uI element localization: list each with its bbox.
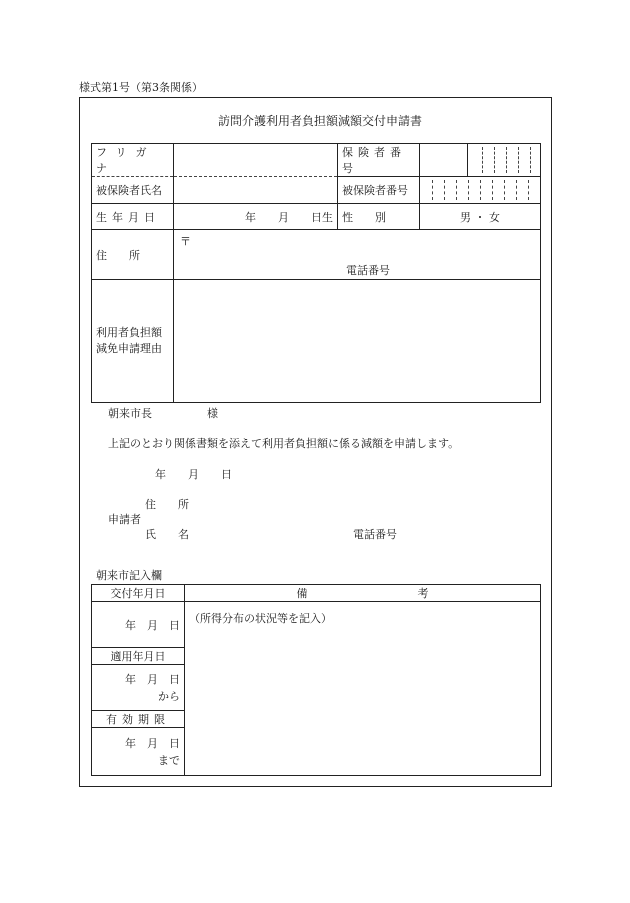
sex-value[interactable]: 男 ・ 女: [420, 204, 541, 230]
insurer-number-label: 保険者番号: [338, 144, 420, 177]
insurer-number-blank: [420, 144, 468, 177]
reason-label-line-2: 減免申請理由: [96, 342, 162, 355]
address-input[interactable]: [174, 230, 541, 280]
reason-label: [92, 280, 174, 403]
applicant-phone-label: 電話番号: [353, 528, 397, 541]
remarks-header: 備 考: [185, 585, 541, 602]
issue-date-header: 交付年月日: [92, 585, 185, 602]
apply-date-line: 年 月 日: [125, 672, 180, 686]
valid-period-header: 有効期限: [92, 711, 185, 728]
birthdate-label: 生年月日: [92, 204, 174, 230]
valid-date-line: 年 月 日: [125, 736, 180, 750]
form-number-label: 様式第1号（第3条関係）: [79, 81, 203, 94]
apply-date-header: 適用年月日: [92, 648, 185, 665]
applicant-address-label: 住 所: [145, 498, 189, 511]
addressee: 朝来市長 様: [108, 407, 218, 420]
insured-name-label: 被保険者氏名: [92, 177, 174, 204]
address-label: 住 所: [92, 230, 174, 280]
apply-date-value[interactable]: [92, 665, 185, 711]
birthdate-value[interactable]: 年 月 日生: [174, 204, 338, 230]
city-table: [91, 584, 541, 776]
valid-until-label: まで: [158, 753, 180, 767]
furigana-label: フリガナ: [92, 144, 174, 177]
form-title: 訪問介護利用者負担額減額交付申請書: [218, 114, 423, 128]
application-date[interactable]: 年 月 日: [155, 468, 232, 481]
reason-label-line-1: 利用者負担額: [96, 326, 162, 339]
remarks-note: （所得分布の状況等を記入）: [189, 612, 332, 625]
address-phone-label: 電話番号: [346, 264, 390, 277]
apply-from-label: から: [158, 689, 180, 703]
statement: 上記のとおり関係書類を添えて利用者負担額に係る減額を申請します。: [108, 437, 460, 450]
postal-mark: 〒: [180, 235, 191, 248]
insured-number-label: 被保険者番号: [338, 177, 420, 204]
issue-date-value[interactable]: 年 月 日: [92, 602, 185, 648]
remarks-input[interactable]: [185, 602, 541, 776]
applicant-label: 申請者: [108, 513, 141, 526]
applicant-table: [91, 143, 541, 403]
valid-period-value[interactable]: [92, 728, 185, 776]
insurer-number-input[interactable]: [468, 144, 541, 177]
furigana-input[interactable]: [174, 144, 338, 177]
insured-name-input[interactable]: [174, 177, 338, 204]
sex-label: 性 別: [338, 204, 420, 230]
reason-input[interactable]: [174, 280, 541, 403]
insured-number-input[interactable]: [420, 177, 541, 204]
applicant-name-label: 氏 名: [145, 528, 189, 541]
city-section-label: 朝来市記入欄: [96, 569, 162, 582]
